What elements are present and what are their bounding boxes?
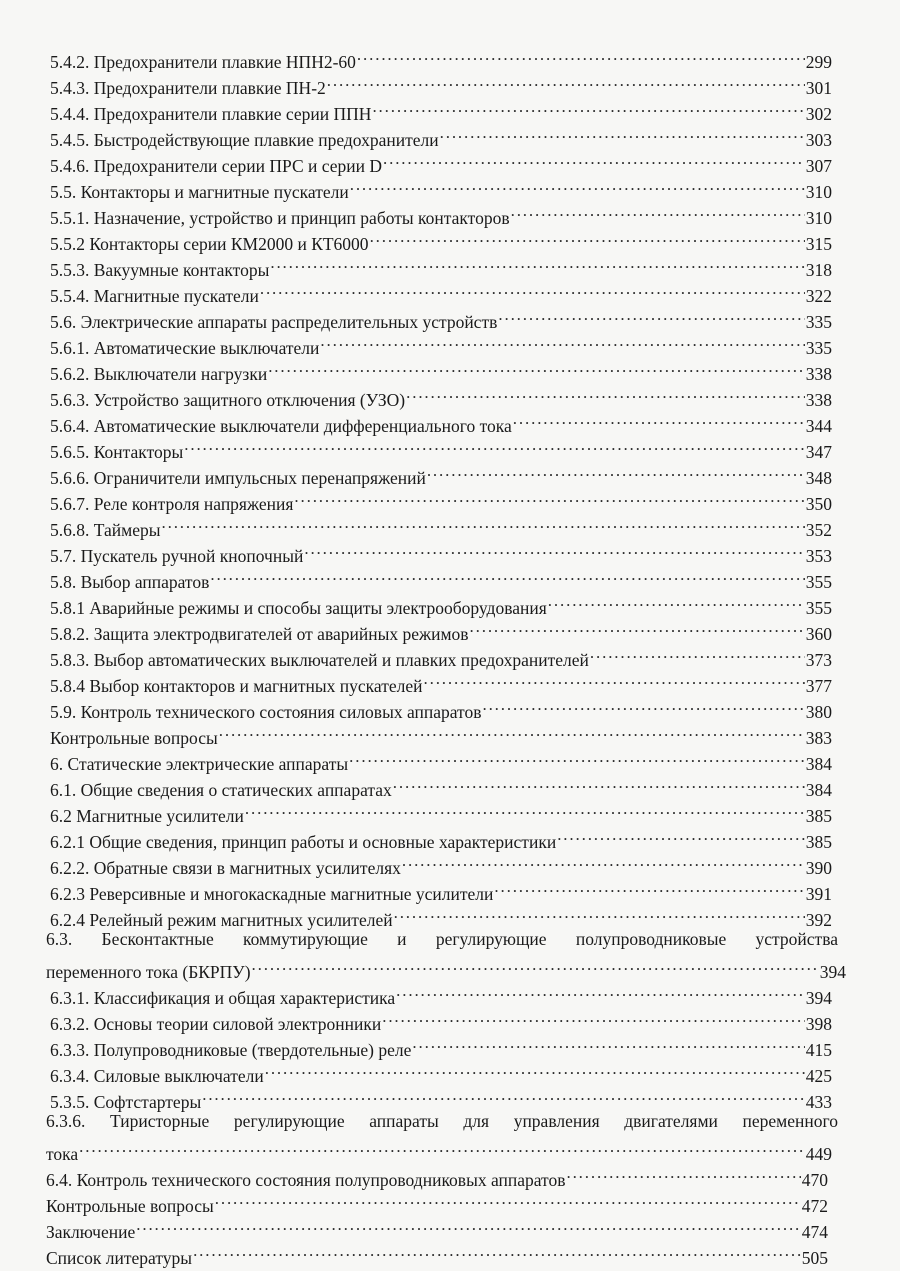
toc-entry xyxy=(46,1212,828,1242)
toc-entry-title: 6.2.4 Релейный режим магнитных усилителей xyxy=(50,910,393,930)
toc-entry xyxy=(46,1238,828,1268)
toc-entry xyxy=(50,562,832,592)
toc-entry-title: 6.3.1. Классификация и общая характеристика xyxy=(50,988,396,1008)
toc-leader-dots xyxy=(265,1056,805,1082)
toc-leader-dots xyxy=(260,276,805,302)
toc-entry-title: 6.4. Контроль технического состояния полупроводниковых аппаратов xyxy=(46,1170,566,1190)
toc-entry-page: 383 xyxy=(805,728,832,748)
toc-entry-page: 394 xyxy=(819,962,846,982)
toc-entry-title: 5.6.4. Автоматические выключатели дифференциального тока xyxy=(50,416,512,436)
toc-entry-title-line: 6.3. Бесконтактные коммутирующие и регулирующие полупроводниковые устройства xyxy=(46,929,838,949)
toc-entry-title: 5.4.4. Предохранители плавкие серии ППН xyxy=(50,104,372,124)
toc-entry-title: 6.2.2. Обратные связи в магнитных усилителях xyxy=(50,858,401,878)
toc-entry-title: 6.3.3. Полупроводниковые (твердотельные) реле xyxy=(50,1040,412,1060)
toc-entry-title: 6.2 Магнитные усилители xyxy=(50,806,244,826)
toc-entry-page: 303 xyxy=(805,130,832,150)
toc-entry-title: 5.4.6. Предохранители серии ПРС и серии D xyxy=(50,156,382,176)
toc-entry-page: 391 xyxy=(805,884,832,904)
toc-entry-page: 425 xyxy=(805,1066,832,1086)
toc-entry-page: 355 xyxy=(805,572,832,592)
toc-entry-page: 470 xyxy=(801,1170,828,1190)
toc-entry-page: 302 xyxy=(805,104,832,124)
toc-entry-title: 5.6.2. Выключатели нагрузки xyxy=(50,364,268,384)
toc-leader-dots xyxy=(294,484,804,510)
toc-leader-dots xyxy=(350,172,805,198)
toc-leader-dots xyxy=(193,1238,801,1264)
toc-leader-dots xyxy=(557,822,805,848)
toc-entry-title: 5.9. Контроль технического состояния силовых аппаратов xyxy=(50,702,482,722)
toc-entry xyxy=(50,900,832,930)
toc-leader-dots xyxy=(268,354,805,380)
toc-entry xyxy=(50,146,832,176)
toc-entry xyxy=(50,42,832,72)
toc-entry xyxy=(50,432,832,462)
toc-leader-dots xyxy=(349,744,805,770)
toc-entry-page: 352 xyxy=(805,520,832,540)
toc-entry xyxy=(50,302,832,332)
toc-entry-page: 299 xyxy=(805,52,832,72)
toc-entry xyxy=(50,1030,832,1060)
toc-leader-dots xyxy=(494,874,804,900)
toc-leader-dots xyxy=(440,120,805,146)
toc-entry xyxy=(50,510,832,540)
toc-entry xyxy=(50,1056,832,1086)
toc-entry-page: 384 xyxy=(805,780,832,800)
toc-entry-title: 6.2.3 Реверсивные и многокаскадные магнитные усилители xyxy=(50,884,494,904)
toc-entry-title: Список литературы xyxy=(46,1248,193,1268)
toc-leader-dots xyxy=(511,198,805,224)
toc-entry-title: 6.1. Общие сведения о статических аппаратах xyxy=(50,780,392,800)
toc-leader-dots xyxy=(357,42,805,68)
toc-leader-dots xyxy=(383,146,805,172)
toc-entry-page: 322 xyxy=(805,286,832,306)
toc-entry xyxy=(50,744,832,774)
toc-entry xyxy=(50,588,832,618)
toc-entry xyxy=(50,614,832,644)
toc-entry-title: тока xyxy=(46,1144,79,1164)
toc-entry-page: 353 xyxy=(805,546,832,566)
toc-entry-title: переменного тока (БКРПУ) xyxy=(46,962,251,982)
toc-entry xyxy=(50,458,832,488)
toc-entry-title: Контрольные вопросы xyxy=(46,1196,214,1216)
toc-leader-dots xyxy=(548,588,805,614)
toc-leader-dots xyxy=(396,978,805,1004)
toc-entry xyxy=(50,1004,832,1034)
toc-entry xyxy=(50,692,832,722)
toc-entry-page: 472 xyxy=(801,1196,828,1216)
toc-leader-dots xyxy=(394,900,805,926)
toc-entry-page: 318 xyxy=(805,260,832,280)
toc-entry-title: 5.6.5. Контакторы xyxy=(50,442,184,462)
toc-entry-title: 5.8.3. Выбор автоматических выключателей и плавких предохранителей xyxy=(50,650,589,670)
toc-entry-page: 373 xyxy=(805,650,832,670)
toc-leader-dots xyxy=(304,536,804,562)
toc-entry-title: 5.5.1. Назначение, устройство и принцип работы контакторов xyxy=(50,208,510,228)
toc-entry-title: 5.5.2 Контакторы серии КМ2000 и КТ6000 xyxy=(50,234,369,254)
toc-leader-dots xyxy=(590,640,805,666)
toc-entry-title: 5.6. Электрические аппараты распределительных устройств xyxy=(50,312,498,332)
toc-leader-dots xyxy=(427,458,805,484)
toc-entry-page: 394 xyxy=(805,988,832,1008)
toc-entry-page: 315 xyxy=(805,234,832,254)
toc-entry xyxy=(50,120,832,150)
toc-leader-dots xyxy=(402,848,805,874)
toc-entry-page: 385 xyxy=(805,832,832,852)
toc-leader-dots xyxy=(210,562,804,588)
toc-entry-page: 347 xyxy=(805,442,832,462)
toc-entry-page: 385 xyxy=(805,806,832,826)
toc-entry-title-line: 6.3.6. Тиристорные регулирующие аппараты для управления двигателями переменного xyxy=(46,1111,838,1131)
toc-leader-dots xyxy=(245,796,805,822)
toc-leader-dots xyxy=(482,692,804,718)
toc-entry xyxy=(50,874,832,904)
toc-entry-page: 344 xyxy=(805,416,832,436)
toc-entry-page: 474 xyxy=(801,1222,828,1242)
toc-entry-title: 5.8.4 Выбор контакторов и магнитных пускателей xyxy=(50,676,423,696)
toc-entry xyxy=(50,718,832,748)
toc-leader-dots xyxy=(470,614,805,640)
toc-entry-title: 5.5. Контакторы и магнитные пускатели xyxy=(50,182,349,202)
toc-entry xyxy=(50,328,832,358)
toc-entry-page: 449 xyxy=(805,1144,832,1164)
toc-leader-dots xyxy=(79,1134,805,1160)
toc-entry-title: 5.3.5. Софтстартеры xyxy=(50,1092,202,1112)
toc-entry xyxy=(50,224,832,254)
toc-entry-page: 384 xyxy=(805,754,832,774)
toc-entry-page: 360 xyxy=(805,624,832,644)
toc-entry xyxy=(50,848,832,878)
toc-entry-page: 415 xyxy=(805,1040,832,1060)
toc-entry-page: 433 xyxy=(805,1092,832,1112)
toc-entry-title: 6.3.4. Силовые выключатели xyxy=(50,1066,264,1086)
toc-entry xyxy=(50,536,832,566)
toc-entry xyxy=(50,1082,832,1112)
toc-entry xyxy=(50,250,832,280)
toc-entry-page: 398 xyxy=(805,1014,832,1034)
toc-leader-dots xyxy=(372,94,804,120)
toc-entry-title: 5.4.5. Быстродействующие плавкие предохранители xyxy=(50,130,439,150)
toc-entry xyxy=(50,666,832,696)
toc-entry-title: 6. Статические электрические аппараты xyxy=(50,754,349,774)
toc-entry xyxy=(46,1160,828,1190)
toc-leader-dots xyxy=(370,224,805,250)
toc-entry-page: 392 xyxy=(805,910,832,930)
toc-entry xyxy=(50,484,832,514)
toc-entry-title: 5.6.3. Устройство защитного отключения (УЗО) xyxy=(50,390,406,410)
toc-entry-title: 6.3.2. Основы теории силовой электронники xyxy=(50,1014,382,1034)
toc-entry-title: Контрольные вопросы xyxy=(50,728,218,748)
toc-entry-page: 377 xyxy=(805,676,832,696)
toc-leader-dots xyxy=(406,380,805,406)
toc-entry-page: 350 xyxy=(805,494,832,514)
toc-entry xyxy=(50,770,832,800)
toc-entry xyxy=(50,380,832,410)
toc-entry-page: 355 xyxy=(805,598,832,618)
toc-entry-page: 505 xyxy=(801,1248,828,1268)
toc-entry xyxy=(50,198,832,228)
toc-leader-dots xyxy=(412,1030,804,1056)
toc-leader-dots xyxy=(382,1004,805,1030)
toc-entry-page: 335 xyxy=(805,338,832,358)
toc-entry xyxy=(50,354,832,384)
toc-leader-dots xyxy=(424,666,805,692)
toc-entry xyxy=(50,94,832,124)
toc-entry-title: 5.5.3. Вакуумные контакторы xyxy=(50,260,270,280)
toc-entry xyxy=(46,952,846,982)
toc-entry-title: 5.4.3. Предохранители плавкие ПН-2 xyxy=(50,78,326,98)
toc-entry xyxy=(50,978,832,1008)
toc-entry-title: 5.6.7. Реле контроля напряжения xyxy=(50,494,294,514)
toc-entry-title: 5.8.2. Защита электродвигателей от аварийных режимов xyxy=(50,624,469,644)
toc-entry xyxy=(50,796,832,826)
toc-leader-dots xyxy=(566,1160,800,1186)
toc-entry-title: 5.8. Выбор аппаратов xyxy=(50,572,210,592)
toc-entry xyxy=(50,68,832,98)
toc-entry-title: 5.6.6. Ограничители импульсных перенапряжений xyxy=(50,468,426,488)
toc-entry-title: 5.7. Пускатель ручной кнопочный xyxy=(50,546,304,566)
toc-entry-title: 5.6.1. Автоматические выключатели xyxy=(50,338,320,358)
toc-leader-dots xyxy=(202,1082,805,1108)
toc-entry xyxy=(46,1134,832,1164)
toc-leader-dots xyxy=(498,302,804,328)
toc-entry-title: Заключение xyxy=(46,1222,136,1242)
toc-entry xyxy=(50,822,832,852)
toc-entry-page: 307 xyxy=(805,156,832,176)
toc-leader-dots xyxy=(215,1186,801,1212)
toc-leader-dots xyxy=(393,770,805,796)
toc-entry-page: 335 xyxy=(805,312,832,332)
toc-entry-page: 338 xyxy=(805,364,832,384)
toc-entry-page: 390 xyxy=(805,858,832,878)
toc-entry-title: 5.5.4. Магнитные пускатели xyxy=(50,286,259,306)
toc-leader-dots xyxy=(219,718,805,744)
toc-entry-page: 310 xyxy=(805,208,832,228)
toc-entry-title: 5.6.8. Таймеры xyxy=(50,520,161,540)
toc-entry-title: 6.2.1 Общие сведения, принцип работы и основные характеристики xyxy=(50,832,557,852)
toc-leader-dots xyxy=(136,1212,801,1238)
toc-entry-page: 310 xyxy=(805,182,832,202)
toc-leader-dots xyxy=(327,68,805,94)
toc-entry-title: 5.4.2. Предохранители плавкие НПН2-60 xyxy=(50,52,356,72)
toc-leader-dots xyxy=(270,250,804,276)
toc-entry-page: 301 xyxy=(805,78,832,98)
toc-entry-page: 380 xyxy=(805,702,832,722)
toc-entry xyxy=(46,1186,828,1216)
toc-entry xyxy=(50,172,832,202)
toc-entry xyxy=(50,406,832,436)
toc-entry-page: 348 xyxy=(805,468,832,488)
toc-entry xyxy=(50,640,832,670)
toc-entry-page: 338 xyxy=(805,390,832,410)
toc-leader-dots xyxy=(252,952,819,978)
toc-entry xyxy=(50,276,832,306)
toc-leader-dots xyxy=(184,432,805,458)
toc-leader-dots xyxy=(513,406,805,432)
toc-leader-dots xyxy=(162,510,805,536)
toc-entry-title: 5.8.1 Аварийные режимы и способы защиты электрооборудования xyxy=(50,598,547,618)
toc-leader-dots xyxy=(320,328,804,354)
